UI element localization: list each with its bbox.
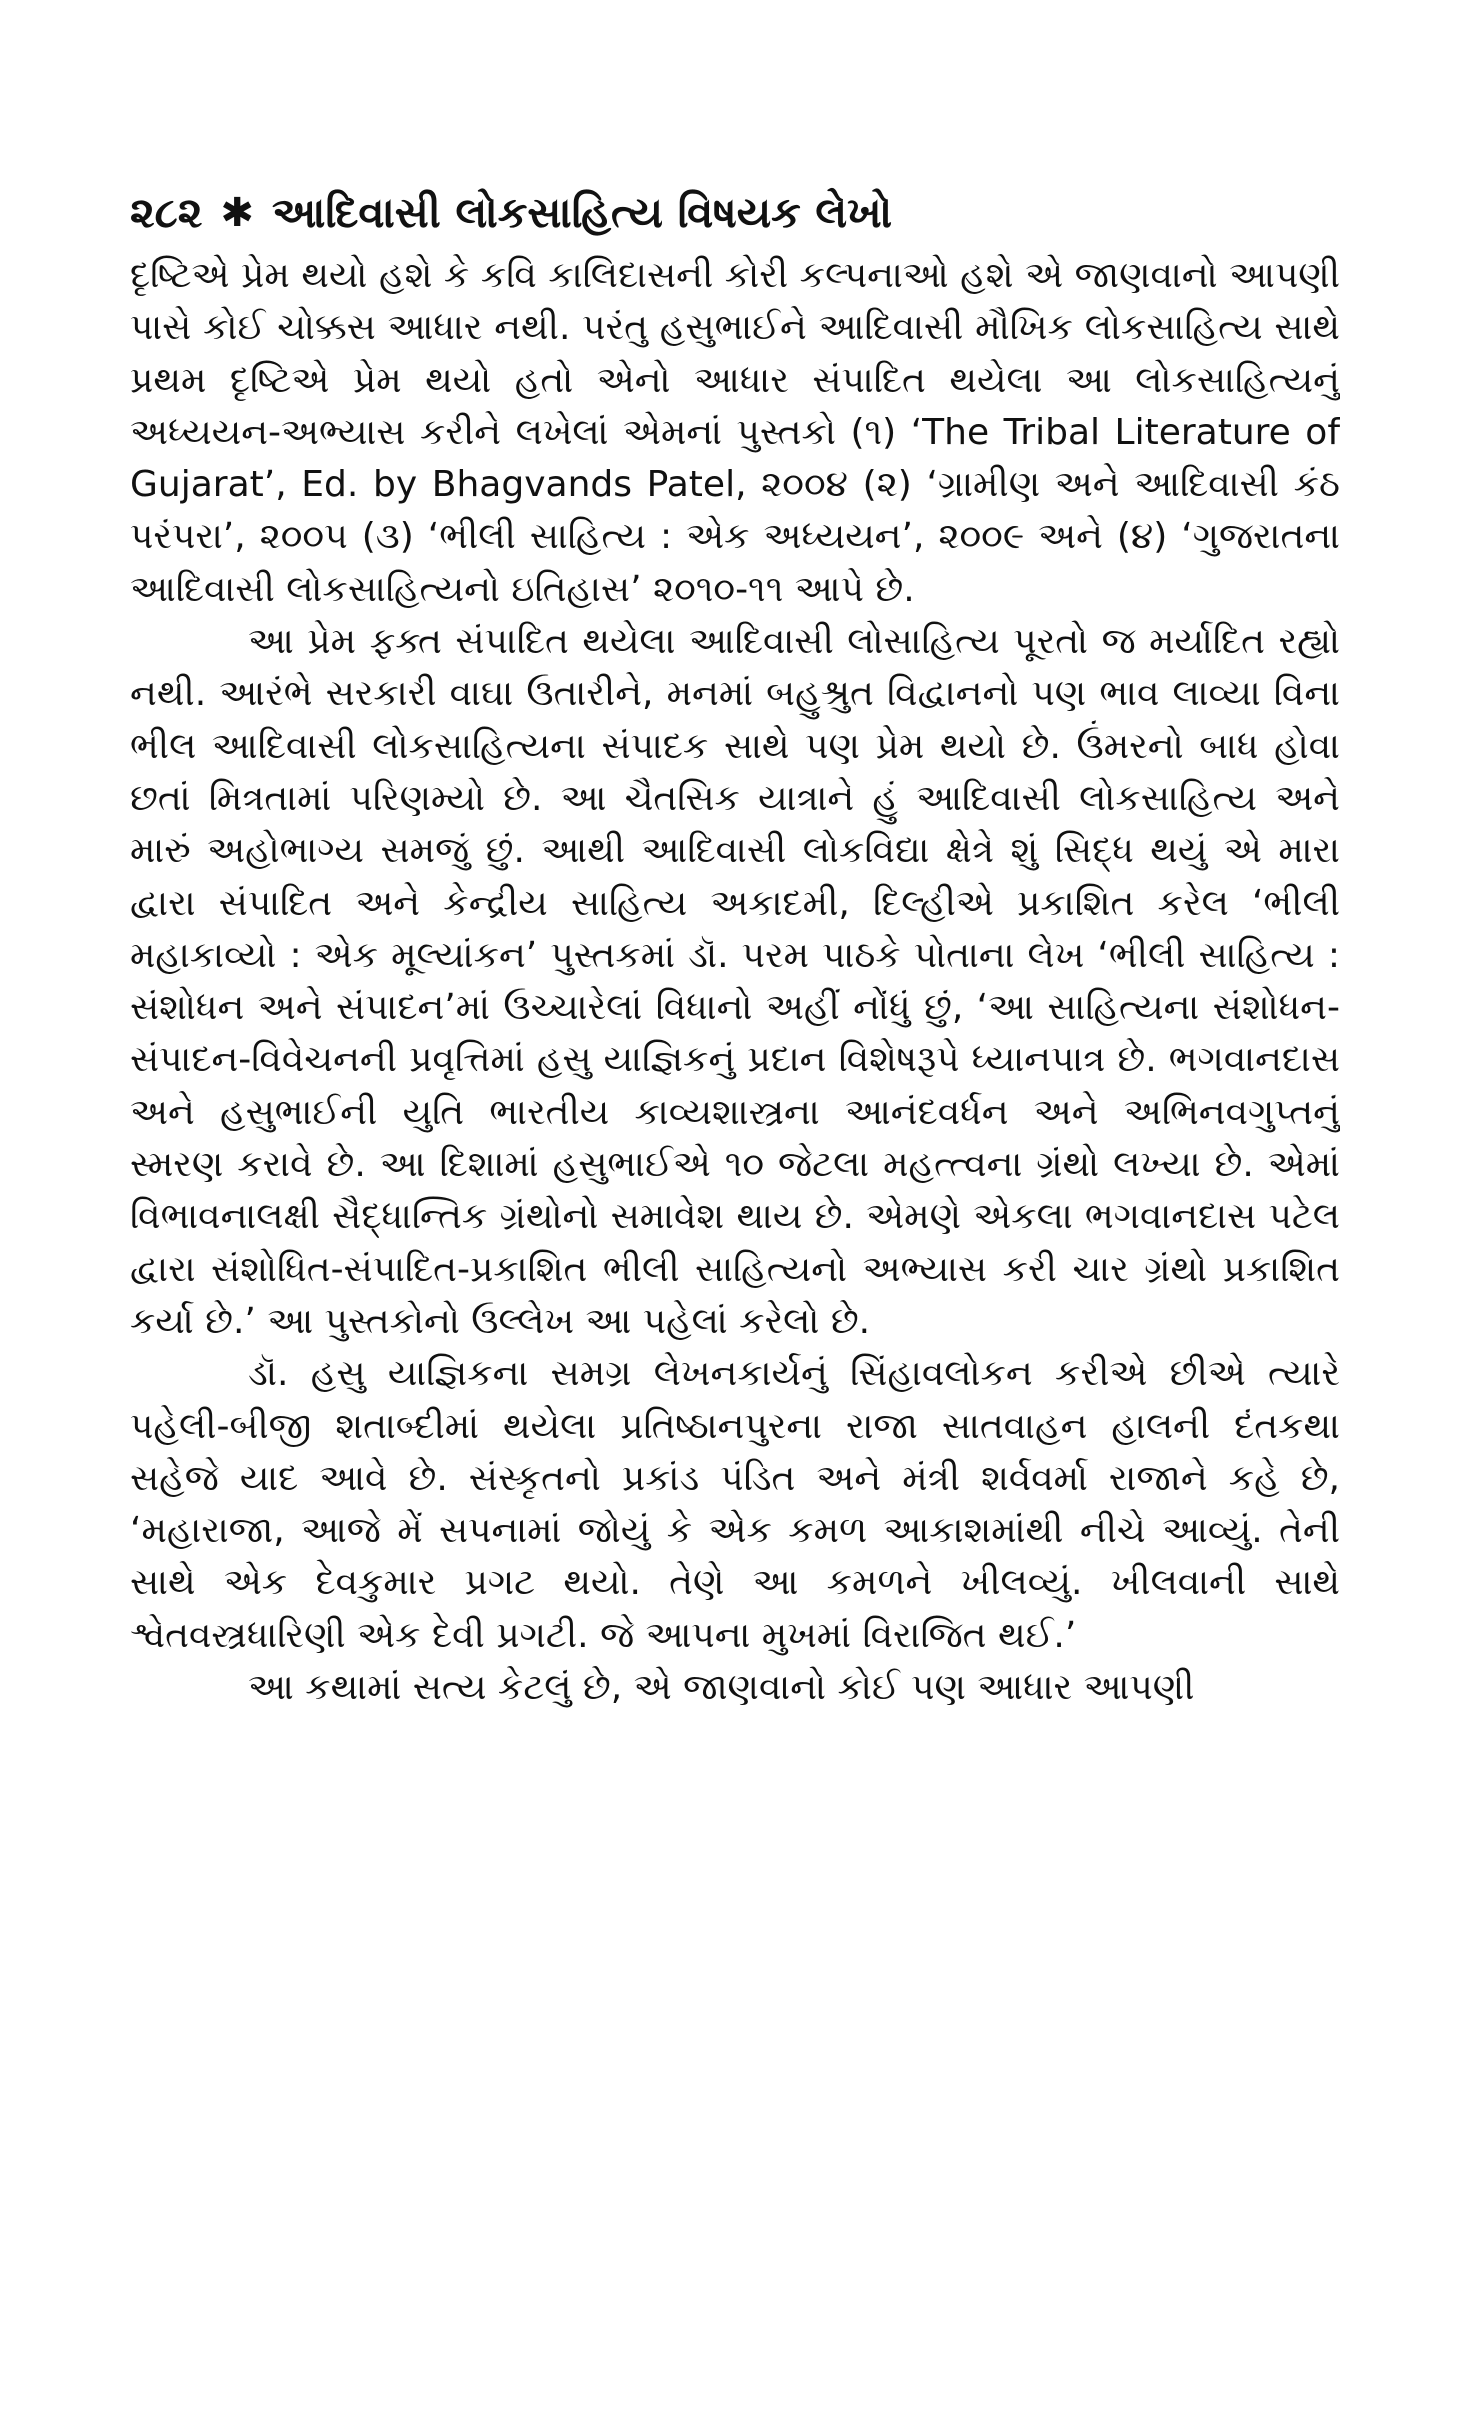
- asterisk-separator-icon: ✱: [220, 190, 254, 236]
- paragraph: આ પ્રેમ ફક્ત સંપાદિત થયેલા આદિવાસી લોસાહિત્ય પૂરતો જ મર્યાદિત રહ્યો નથી. આરંભે સરકારી વાઘા ઉતારીને, મનમાં બહુશ્રુત વિદ્વાનનો પણ ભાવ લાવ્યા વિના ભીલ આદિવાસી લોકસાહિત્યના સંપાદક સાથે પણ પ્રેમ થયો છે. ઉંમરનો બાધ હોવા છતાં મિત્રતામાં પરિણમ્યો છે. આ ચૈતસિક યાત્રાને હું આદિવાસી લોકસાહિત્ય અને મારું અહોભાગ્ય સમજું છું. આથી આદિવાસી લોકવિદ્યા ક્ષેત્રે શું સિદ્ધ થયું એ મારા દ્વારા સંપાદિત અને કેન્દ્રીય સાહિત્ય અકાદમી, દિલ્હીએ પ્રકાશિત કરેલ ‘ભીલી મહાકાવ્યો : એક મૂલ્યાંકન’ પુસ્તકમાં ડૉ. પરમ પાઠકે પોતાના લેખ ‘ભીલી સાહિત્ય : સંશોધન અને સંપાદન’માં ઉચ્ચારેલાં વિધાનો અહીં નોંધું છું, ‘આ સાહિત્યના સંશોધન-સંપાદન-વિવેચનની પ્રવૃત્તિમાં હસુ યાજ્ઞિકનું પ્રદાન વિશેષરૂપે ધ્યાનપાત્ર છે. ભગવાનદાસ અને હસુભાઈની યુતિ ભારતીય કાવ્યશાસ્ત્રના આનંદવર્ધન અને અભિનવગુપ્તનું સ્મરણ કરાવે છે. આ દિશામાં હસુભાઈએ ૧૦ જેટલા મહત્ત્વના ગ્રંથો લખ્યા છે. એમાં વિભાવનાલક્ષી સૈદ્ધાન્તિક ગ્રંથોનો સમાવેશ થાય છે. એમણે એકલા ભગવાનદાસ પટેલ દ્વારા સંશોધિત-સંપાદિત-પ્રકાશિત ભીલી સાહિત્યનો અભ્યાસ કરી ચાર ગ્રંથો પ્રકાશિત કર્યા છે.’ આ પુસ્તકોનો ઉલ્લેખ આ પહેલાં કરેલો છે.: [130, 621, 1340, 1342]
- running-title: આદિવાસી લોકસાહિત્ય વિષયક લેખો: [271, 188, 893, 237]
- page-number: ૨૮૨: [130, 188, 203, 237]
- book-page: [130, 182, 1340, 2282]
- paragraph: ડૉ. હસુ યાજ્ઞિકના સમગ્ર લેખનકાર્યનું સિંહાવલોકન કરીએ છીએ ત્યારે પહેલી-બીજી શતાબ્દીમાં થયેલા પ્રતિષ્ઠાનપુરના રાજા સાતવાહન હાલની દંતકથા સહેજે યાદ આવે છે. સંસ્કૃતનો પ્રકાંડ પંડિત અને મંત્રી શર્વવર્મા રાજાને કહે છે, ‘મહારાજા, આજે મેં સપનામાં જોયું કે એક કમળ આકાશમાંથી નીચે આવ્યું. તેની સાથે એક દેવકુમાર પ્રગટ થયો. તેણે આ કમળને ખીલવ્યું. ખીલવાની સાથે શ્વેતવસ્ત્રધારિણી એક દેવી પ્રગટી. જે આપના મુખમાં વિરાજિત થઈ.’: [130, 1353, 1340, 1656]
- paragraph-continued: દૃષ્ટિએ પ્રેમ થયો હશે કે કવિ કાલિદાસની કોરી કલ્પનાઓ હશે એ જાણવાનો આપણી પાસે કોઈ ચોક્કસ આધાર નથી. પરંતુ હસુભાઈને આદિવાસી મૌખિક લોકસાહિત્ય સાથે પ્રથમ દૃષ્ટિએ પ્રેમ થયો હતો એનો આધાર સંપાદિત થયેલા આ લોકસાહિત્યનું અધ્યયન-અભ્યાસ કરીને લખેલાં એમનાં પુસ્તકો (૧) ‘The Tribal Literature of Gujarat’, Ed. by Bhagvands Patel, ૨૦૦૪ (૨) ‘ગ્રામીણ અને આદિવાસી કંઠ પરંપરા’, ૨૦૦૫ (૩) ‘ભીલી સાહિત્ય : એક અધ્યયન’, ૨૦૦૯ અને (૪) ‘ગુજરાતના આદિવાસી લોકસાહિત્યનો ઇતિહાસ’ ૨૦૧૦-૧૧ આપે છે.: [130, 255, 1340, 610]
- paragraph: આ કથામાં સત્ય કેટલું છે, એ જાણવાનો કોઈ પણ આધાર આપણી: [248, 1667, 1195, 1709]
- running-header: [130, 182, 1340, 244]
